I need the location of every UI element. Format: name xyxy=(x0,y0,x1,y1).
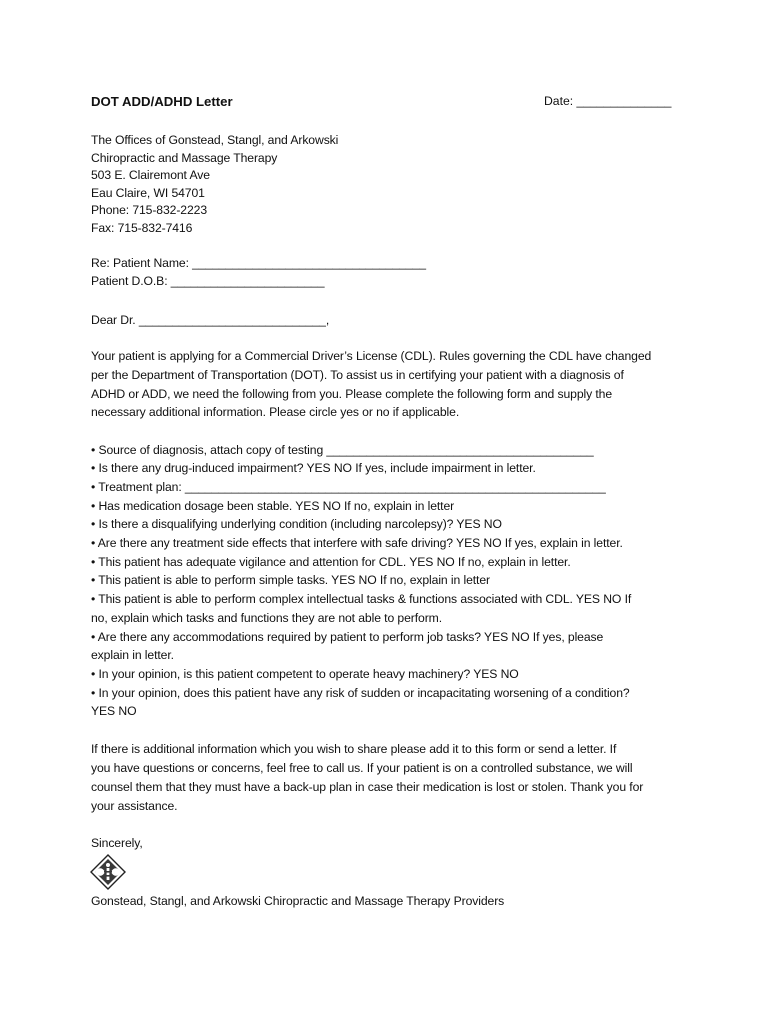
closing-line: you have questions or concerns, feel free to call us. If your patient is on a controlled substance, we will xyxy=(91,761,633,775)
document-title: DOT ADD/ADHD Letter xyxy=(91,94,233,109)
salutation: Dear Dr. ____________________________, xyxy=(91,313,330,327)
bullet-line: • Treatment plan: _______________________________________________________________ xyxy=(91,480,606,494)
intro-line: ADHD or ADD, we need the following from you. Please complete the following form and supply the xyxy=(91,387,613,401)
bullet-line: • Has medication dosage been stable. YES NO If no, explain in letter xyxy=(91,499,455,513)
bullet-line: • Is there a disqualifying underlying condition (including narcolepsy)? YES NO xyxy=(91,517,502,531)
bullet-line: • Are there any accommodations required by patient to perform job tasks? YES NO If yes, please xyxy=(91,630,604,644)
address-line-city: Eau Claire, WI 54701 xyxy=(91,186,205,200)
practice-logo-icon xyxy=(89,854,127,890)
bullet-line: • This patient is able to perform complex intellectual tasks & functions associated with CDL. YES NO If xyxy=(91,592,632,606)
bullet-line: • In your opinion, does this patient have any risk of sudden or incapacitating worsening of a condition? xyxy=(91,686,630,700)
closing-line: If there is additional information which you wish to share please add it to this form or send a letter. If xyxy=(91,742,617,756)
address-line-street: 503 E. Clairemont Ave xyxy=(91,168,210,182)
bullet-line: YES NO xyxy=(91,704,137,718)
signature-line: Gonstead, Stangl, and Arkowski Chiropractic and Massage Therapy Providers xyxy=(91,894,505,908)
date-field-line: Date: ______________ xyxy=(544,94,672,108)
bullet-line: • This patient has adequate vigilance and attention for CDL. YES NO If no, explain in letter. xyxy=(91,555,571,569)
bullet-line: • This patient is able to perform simple tasks. YES NO If no, explain in letter xyxy=(91,573,490,587)
address-line-practice: The Offices of Gonstead, Stangl, and Arkowski xyxy=(91,133,339,147)
patient-name-line: Re: Patient Name: ___________________________________ xyxy=(91,256,426,270)
intro-line: necessary additional information. Please circle yes or no if applicable. xyxy=(91,405,460,419)
bullet-line: no, explain which tasks and functions they are not able to perform. xyxy=(91,611,443,625)
closing-line: counsel them that they must have a back-up plan in case their medication is lost or stolen. Thank you for xyxy=(91,780,644,794)
bullet-line: • Is there any drug-induced impairment? YES NO If yes, include impairment in letter. xyxy=(91,461,536,475)
address-line-fax: Fax: 715-832-7416 xyxy=(91,221,193,235)
bullet-line: • In your opinion, is this patient competent to operate heavy machinery? YES NO xyxy=(91,667,519,681)
closing-line: your assistance. xyxy=(91,799,178,813)
intro-line: per the Department of Transportation (DOT). To assist us in certifying your patient with a diagnosis of xyxy=(91,368,624,382)
address-line-phone: Phone: 715-832-2223 xyxy=(91,203,208,217)
intro-line: Your patient is applying for a Commercial Driver’s License (CDL). Rules governing the CDL have changed xyxy=(91,349,652,363)
signoff: Sincerely, xyxy=(91,836,143,850)
patient-dob-line: Patient D.O.B: _______________________ xyxy=(91,274,325,288)
bullet-line: explain in letter. xyxy=(91,648,174,662)
bullet-line: • Are there any treatment side effects that interfere with safe driving? YES NO If yes, explain in letter. xyxy=(91,536,623,550)
bullet-line: • Source of diagnosis, attach copy of testing ________________________________________ xyxy=(91,443,594,457)
address-line-specialty: Chiropractic and Massage Therapy xyxy=(91,151,278,165)
